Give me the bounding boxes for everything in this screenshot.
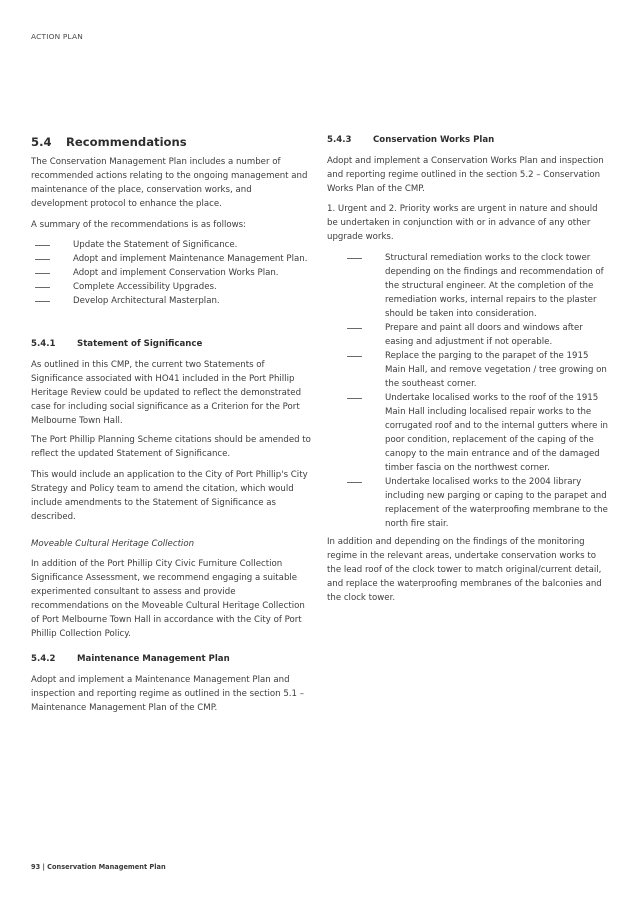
subsection-heading-5-4-3: 5.4.3 Conservation Works Plan	[327, 135, 495, 145]
cwp-paragraph-3: In addition and depending on the findings of the monitoring regime in the relevant areas, undertake conservation works to the lead roof of the clock tower to match original/current detail, and replace the waterproofing membranes of the balconies and the clock tower.	[327, 537, 602, 603]
dash-bullet-icon	[35, 259, 50, 260]
list-item: Adopt and implement Conservation Works Plan.	[35, 266, 311, 280]
dash-bullet-icon	[347, 356, 362, 357]
dash-bullet-icon	[35, 287, 50, 288]
moveable-heritage-title: Moveable Cultural Heritage Collection	[31, 539, 195, 549]
sos-paragraph-2: The Port Phillip Planning Scheme citations should be amended to reflect the updated Statement of Significance.	[31, 435, 311, 459]
section-number: 5.4	[31, 135, 52, 149]
dash-bullet-icon	[347, 258, 362, 259]
summary-list	[35, 238, 311, 308]
works-list	[347, 251, 609, 531]
list-item: Replace the parging to the parapet of the 1915 Main Hall, and remove vegetation / tree growing on the southeast corner.	[347, 349, 609, 391]
list-item: Develop Architectural Masterplan.	[35, 294, 311, 308]
running-header: ACTION PLAN	[31, 32, 84, 41]
list-item: Undertake localised works to the roof of the 1915 Main Hall including localised repair works to the corrugated roof and to the internal gutters where in poor condition, replacement of the caping of the canopy to the main entrance and of the damaged timber fascia on the northwest corner.	[347, 391, 609, 475]
subsection-heading-5-4-2: 5.4.2 Maintenance Management Plan	[31, 654, 230, 664]
sos-paragraph-3: This would include an application to the City of Port Phillip's City Strategy and Policy team to amend the citation, which would include amendments to the Statement of Significance as described.	[31, 470, 308, 522]
list-item: Update the Statement of Significance.	[35, 238, 311, 252]
dash-bullet-icon	[347, 398, 362, 399]
dash-bullet-icon	[35, 301, 50, 302]
page-footer: 93 | Conservation Management Plan	[31, 863, 166, 871]
dash-bullet-icon	[347, 328, 362, 329]
sos-paragraph-1: As outlined in this CMP, the current two Statements of Significance associated with HO41 included in the Port Phillip Heritage Review could be updated to reflect the demonstrated case for including social significance as a Criterion for the Port Melbourne Town Hall.	[31, 360, 302, 426]
summary-lead: A summary of the recommendations is as follows:	[31, 220, 247, 230]
list-item: Prepare and paint all doors and windows after easing and adjustment if not operable.	[347, 321, 609, 349]
dash-bullet-icon	[35, 245, 50, 246]
list-item: Adopt and implement Maintenance Management Plan.	[35, 252, 311, 266]
moveable-heritage-paragraph: In addition of the Port Phillip City Civic Furniture Collection Significance Assessment, we recommend engaging a suitable experimented consultant to assess and provide recommendations on the Moveable Cultural Heritage Collection of Port Melbourne Town Hall in accordance with the City of Port Phillip Collection Policy.	[31, 559, 305, 639]
list-item: Structural remediation works to the clock tower depending on the findings and recommendation of the structural engineer. At the completion of the remediation works, internal repairs to the plaster should be taken into consideration.	[347, 251, 609, 321]
cwp-paragraph-1: Adopt and implement a Conservation Works Plan and inspection and reporting regime outlined in the section 5.2 – Conservation Works Plan of the CMP.	[327, 156, 604, 194]
section-heading-5-4	[31, 135, 187, 149]
cwp-paragraph-2: 1. Urgent and 2. Priority works are urgent in nature and should be undertaken in conjunction with or in advance of any other upgrade works.	[327, 204, 598, 242]
intro-paragraph: The Conservation Management Plan includes a number of recommended actions relating to the ongoing management and maintenance of the place, conservation works, and development protocol to enhance the place.	[31, 157, 308, 209]
mmp-paragraph: Adopt and implement a Maintenance Management Plan and inspection and reporting regime as outlined in the section 5.1 – Maintenance Management Plan of the CMP.	[31, 675, 305, 713]
list-item: Undertake localised works to the 2004 library including new parging or caping to the parapet and replacement of the waterproofing membrane to the north fire stair.	[347, 475, 609, 531]
dash-bullet-icon	[347, 482, 362, 483]
section-title: Recommendations	[66, 135, 187, 149]
subsection-heading-5-4-1: 5.4.1 Statement of Significance	[31, 339, 203, 349]
dash-bullet-icon	[35, 273, 50, 274]
list-item: Complete Accessibility Upgrades.	[35, 280, 311, 294]
